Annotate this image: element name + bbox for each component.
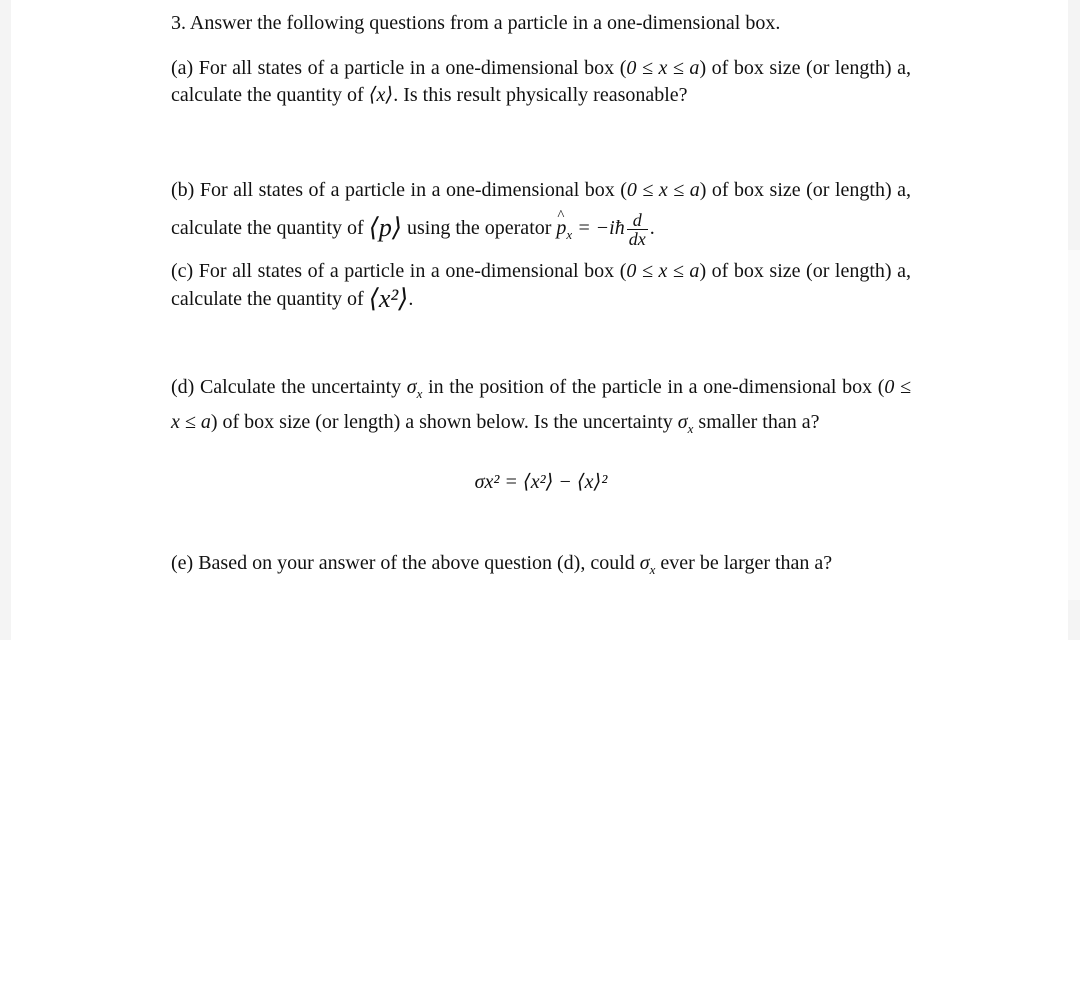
part-b: (b) For all states of a particle in a one-dimensional box (0 ≤ x ≤ a) of box size (or length) a, calculate the quantity of ⟨p⟩ using the operator ^ $p_x$ = −iħ $\frac{d}{dx}$ .: [171, 171, 911, 254]
page-right-edge: [1068, 0, 1080, 640]
expectation-x: ⟨x⟩: [368, 84, 394, 106]
derivative-fraction: $\frac{d}{dx}$: [628, 209, 646, 249]
question-content: [171, 10, 911, 583]
part-c: (c) For all states of a particle in a one-dimensional box (0 ≤ x ≤ a) of box size (or length) a, calculate the quantity of ⟨x²⟩.: [171, 260, 912, 313]
question-title: 3. Answer the following questions from a particle in a one-dimensional box.: [171, 12, 781, 34]
momentum-operator: ^ p: [556, 209, 566, 247]
expectation-x-squared: ⟨x²⟩: [368, 284, 409, 313]
expectation-p: ⟨p⟩: [368, 213, 402, 242]
part-e: (e) Based on your answer of the above question (d), could $\sigma_x$ ever be larger than a?: [171, 552, 833, 577]
uncertainty-equation: σx² = ⟨x²⟩ − ⟨x⟩²: [474, 471, 608, 493]
page-left-edge: [0, 0, 11, 640]
part-d: (d) Calculate the uncertainty $\sigma_x$ in the position of the particle in a one-dimensional box (0 ≤ x ≤ a) of box size (or length) a shown below. Is the uncertainty $\sigma_x$ smaller than a?: [171, 376, 911, 436]
range-expression: 0 ≤ x ≤ a: [626, 57, 700, 79]
sigma-symbol: σ: [406, 376, 417, 398]
part-a: (a) For all states of a particle in a one-dimensional box (0 ≤ x ≤ a) of box size (or length) a, calculate the quantity of ⟨x⟩. Is this result physically reasonable?: [171, 57, 912, 106]
